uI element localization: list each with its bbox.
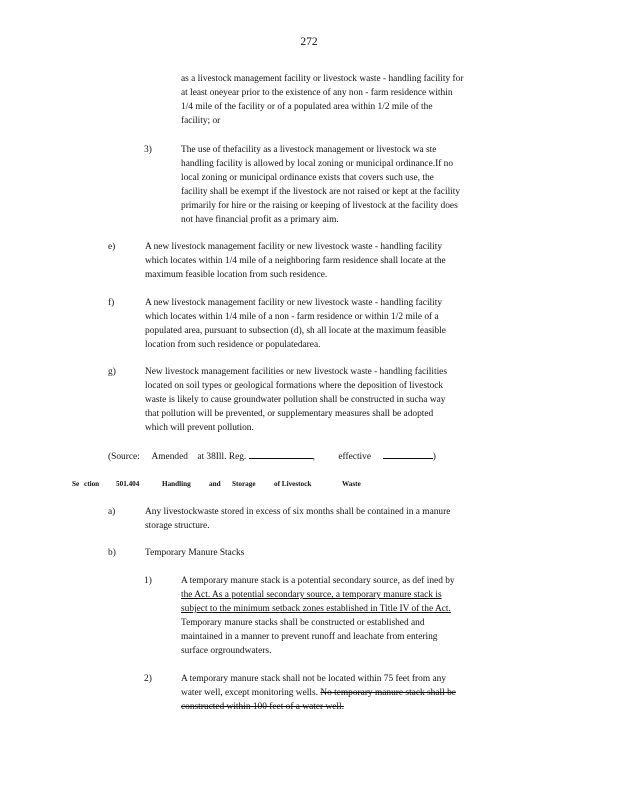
text-line: that pollution will be prevented, or supplementary measures shall be adopted <box>145 409 434 419</box>
item-label: g) <box>108 367 116 377</box>
text-line: not have financial profit as a primary aim. <box>181 215 339 225</box>
text-line <box>181 686 456 700</box>
text-line: maintained in a manner to prevent runoff and leachate from entering <box>181 632 438 642</box>
text-line: which locates within 1/4 mile of a non - farm residence or within 1/2 mile of a <box>145 312 439 322</box>
text-line: facility shall be exempt if the livestock are not raised or kept at the facility <box>181 187 461 197</box>
item-label: 1) <box>144 576 152 586</box>
text-line: A new livestock management facility or new livestock waste - handling facility <box>145 242 443 252</box>
inserted-text-line: the Act. As a potential secondary source, a temporary manure stack is <box>181 590 442 600</box>
item-label: e) <box>108 242 116 252</box>
text-line: New livestock management facilities or new livestock waste - handling facilities <box>145 367 447 377</box>
source-effective: effective <box>338 452 372 462</box>
text-line: local zoning or municipal ordinance exists that covers such use, the <box>181 173 434 183</box>
struck-text-line: constructed within 100 feet of a water well. <box>181 702 344 712</box>
section-heading-b: ction <box>84 480 100 488</box>
text-line: A temporary manure stack shall not be located within 75 feet from any <box>181 674 447 684</box>
source-amended: Amended <box>151 452 188 462</box>
subsection-title: Temporary Manure Stacks <box>145 548 245 558</box>
blank-line <box>383 449 433 459</box>
item-label: 2) <box>144 674 152 684</box>
text-span: water well, except monitoring wells. <box>181 688 318 698</box>
text-line: waste is likely to cause groundwater pollution shall be constructed in sucha way <box>145 395 446 405</box>
text-line: located on soil types or geological formations where the deposition of livestock <box>145 381 444 391</box>
text-line: at least oneyear prior to the existence of any non - farm residence within <box>181 88 453 98</box>
item-label: b) <box>108 548 116 558</box>
blank-line <box>249 449 313 459</box>
text-line: which locates within 1/4 mile of a neighboring farm residence shall locate at the <box>145 256 446 266</box>
source-note <box>108 449 436 464</box>
inserted-text-line: subject to the minimum setback zones established in Title IV of the Act. <box>181 604 451 614</box>
section-title-word: and <box>209 480 221 488</box>
source-comma: , <box>312 452 315 462</box>
text-line: Temporary manure stacks shall be constructed or established and <box>181 618 425 628</box>
struck-text: No temporary manure stack shall be <box>320 688 456 698</box>
text-line: Any livestockwaste stored in excess of six months shall be contained in a manure <box>145 507 451 517</box>
text-line: A new livestock management facility or new livestock waste - handling facility <box>145 298 443 308</box>
text-line: surface orgroundwaters. <box>181 646 272 656</box>
section-title-word: of Livestock <box>274 480 312 488</box>
text-line: populated area, pursuant to subsection (d), sh all locate at the maximum feasible <box>145 326 446 336</box>
text-line: primarily for hire or the raising or keeping of livestock at the facility does <box>181 201 458 211</box>
section-heading-a: Se <box>72 480 80 488</box>
source-close: ) <box>432 452 436 462</box>
text-line: which will prevent pollution. <box>145 423 254 433</box>
source-open: (Source: <box>108 452 140 462</box>
text-line: location from such residence or populatedarea. <box>145 340 321 350</box>
section-title-word: Waste <box>342 480 361 488</box>
item-label: 3) <box>144 145 152 155</box>
section-number: 501.404 <box>116 480 140 488</box>
text-line: storage structure. <box>145 521 210 531</box>
text-line: facility; or <box>181 116 221 126</box>
text-line: The use of thefacility as a livestock management or livestock wa ste <box>181 145 437 155</box>
page-number: 272 <box>300 36 318 48</box>
text-line: as a livestock management facility or livestock waste - handling facility for <box>181 74 464 84</box>
section-title-word: Handling <box>162 480 191 488</box>
text-line: 1/4 mile of the facility or of a populated area within 1/2 mile of the <box>181 102 433 112</box>
text-line: handling facility is allowed by local zoning or municipal ordinance.If no <box>181 159 454 169</box>
source-reg: at 38Ill. Reg. <box>197 452 247 462</box>
text-line: A temporary manure stack is a potential secondary source, as def ined by <box>181 576 455 586</box>
item-label: f) <box>108 298 115 308</box>
text-line: maximum feasible location from such residence. <box>145 270 328 280</box>
section-title-word: Storage <box>232 480 256 488</box>
item-label: a) <box>108 507 116 517</box>
